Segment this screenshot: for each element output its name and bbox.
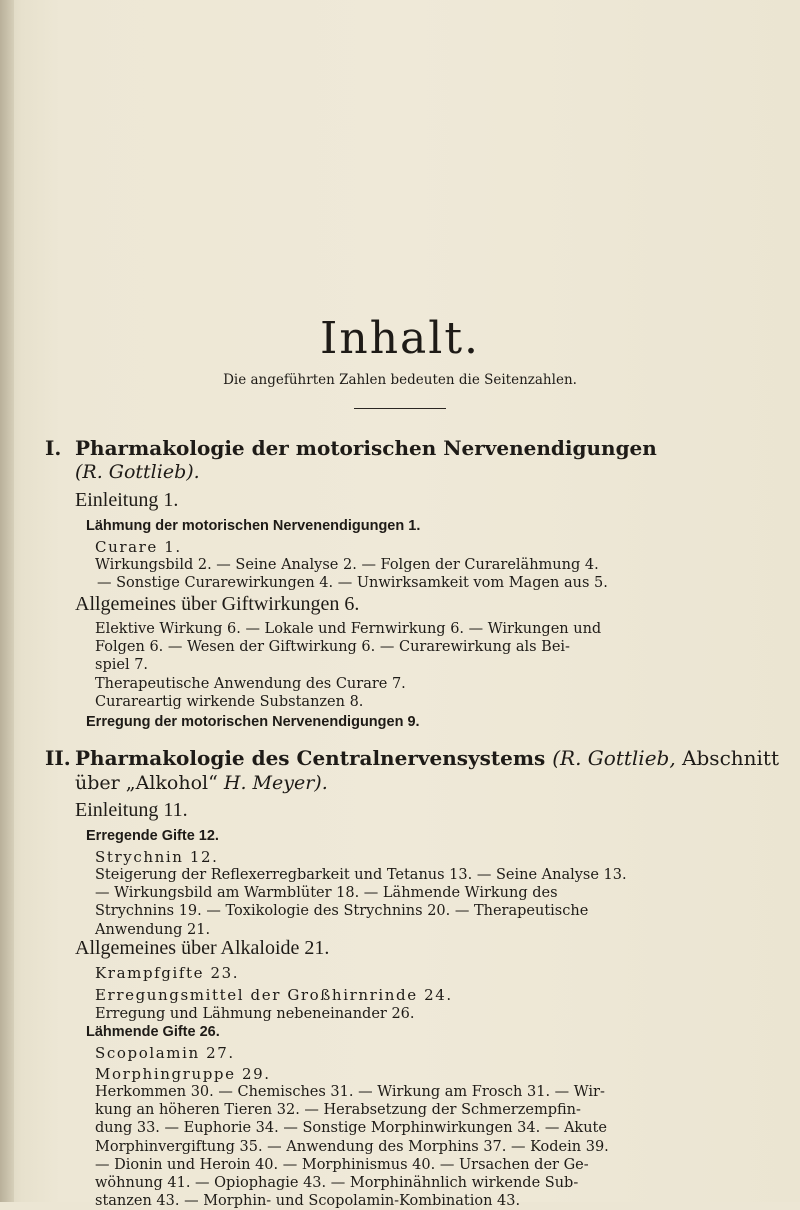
divider-rule (354, 408, 446, 409)
therapy-entries (95, 675, 406, 711)
text-line: Curareartig wirkende Substanzen 8. (95, 694, 364, 711)
text-line: wöhnung 41. — Opiophagie 43. — Morphinähnlich wirkende Sub- (95, 1175, 579, 1192)
part-1-intro: Einleitung 1. (75, 489, 179, 511)
part-2-heading (45, 746, 779, 770)
page-subtitle: Die angeführten Zahlen bedeuten die Seitenzahlen. (223, 372, 577, 388)
curare-entry: Curare 1. (95, 538, 182, 556)
part-1-chapter-2: Allgemeines über Giftwirkungen 6. (75, 593, 360, 615)
text-line: — Sonstige Curarewirkungen 4. — Unwirksamkeit vom Magen aus 5. (97, 575, 608, 592)
page-title: Inhalt. (319, 313, 481, 364)
part-2-title: Pharmakologie des Centralnervensystems (75, 746, 546, 770)
erregungsmittel-entry: Erregungsmittel der Großhirnrinde 24. (95, 986, 453, 1004)
text-line: — Dionin und Heroin 40. — Morphinismus 40. — Ursachen der Ge- (95, 1156, 589, 1173)
part-1-section-2: Erregung der motorischen Nervenendigungen 9. (86, 714, 420, 730)
erregung-laehmung-entry: Erregung und Lähmung nebeneinander 26. (95, 1006, 415, 1022)
part-2-intro: Einleitung 11. (75, 799, 188, 821)
part-2-author-2: H. Meyer). (223, 772, 328, 794)
text-line: Herkommen 30. — Chemisches 31. — Wirkung am Frosch 31. — Wir- (95, 1084, 605, 1100)
text-line: Elektive Wirkung 6. — Lokale und Fernwirkung 6. — Wirkungen und (95, 621, 602, 637)
text-line: Therapeutische Anwendung des Curare 7. (95, 676, 406, 692)
part-1-author: (R. Gottlieb). (75, 461, 200, 483)
curare-details (95, 556, 608, 592)
text-line: Morphinvergiftung 35. — Anwendung des Morphins 37. — Kodein 39. (95, 1138, 609, 1155)
part-2-subheading (75, 772, 328, 794)
part-2-author-1: (R. Gottlieb, (552, 746, 676, 770)
morphingruppe-entry: Morphingruppe 29. (95, 1065, 271, 1083)
strychnin-details (95, 866, 627, 939)
part-2-subheading-text: über „Alkohol“ (75, 772, 224, 794)
text-line: dung 33. — Euphorie 34. — Sonstige Morphinwirkungen 34. — Akute (95, 1120, 607, 1137)
part-2-section-1: Erregende Gifte 12. (86, 828, 219, 844)
morphin-details (95, 1083, 735, 1210)
book-spine-shadow (0, 0, 14, 1202)
text-line: Strychnins 19. — Toxikologie des Strychnins 20. — Therapeutische (95, 903, 589, 920)
chapter-2-details (95, 620, 601, 675)
text-line: spiel 7. (95, 657, 149, 674)
part-2-title-tail: Abschnitt (675, 746, 780, 770)
text-line: Folgen 6. — Wesen der Giftwirkung 6. — Curarewirkung als Bei- (95, 639, 570, 656)
part-2-chapter-2: Allgemeines über Alkaloide 21. (75, 937, 330, 959)
part-1-number: I. (45, 436, 62, 460)
text-line: stanzen 43. — Morphin- und Scopolamin-Kombination 43. (95, 1193, 521, 1210)
part-1-heading (45, 436, 657, 460)
strychnin-entry: Strychnin 12. (95, 848, 219, 866)
text-line: Steigerung der Reflexerregbarkeit und Tetanus 13. — Seine Analyse 13. (95, 867, 627, 883)
text-line: Anwendung 21. (95, 921, 211, 938)
part-2-section-2: Lähmende Gifte 26. (86, 1024, 220, 1040)
text-line: — Wirkungsbild am Warmblüter 18. — Lähmende Wirkung des (95, 885, 558, 902)
text-line: Wirkungsbild 2. — Seine Analyse 2. — Folgen der Curarelähmung 4. (95, 557, 599, 573)
part-1-title: Pharmakologie der motorischen Nervenendigungen (75, 436, 657, 460)
krampfgifte-entry: Krampfgifte 23. (95, 964, 240, 982)
part-1-section-1: Lähmung der motorischen Nervenendigungen 1. (86, 518, 421, 534)
scopolamin-entry: Scopolamin 27. (95, 1044, 235, 1062)
part-2-number: II. (45, 746, 71, 770)
text-line: kung an höheren Tieren 32. — Herabsetzung der Schmerzempfin- (95, 1102, 581, 1119)
